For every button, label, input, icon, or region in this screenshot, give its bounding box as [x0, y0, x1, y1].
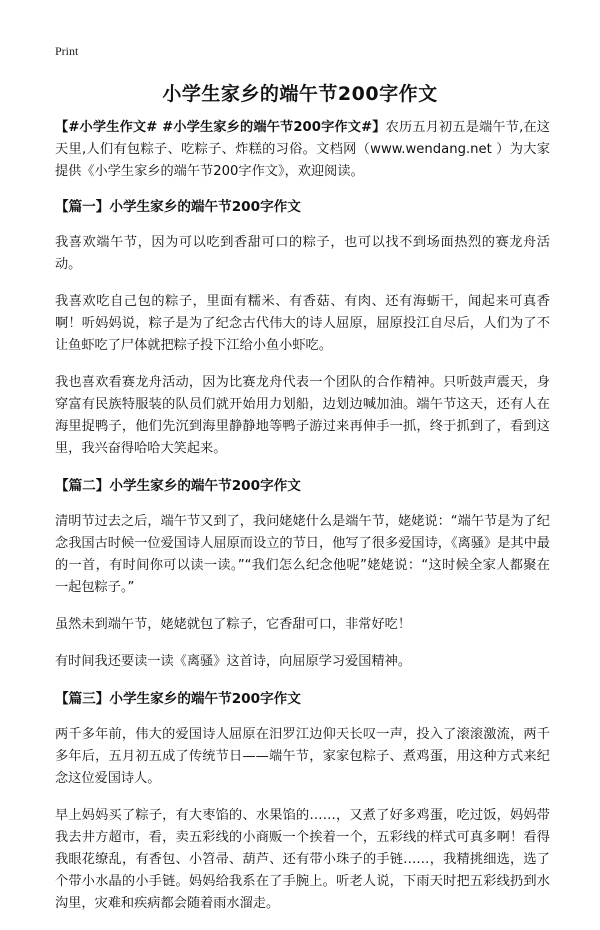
- intro-tag: 【#小学生作文# #小学生家乡的端午节200字作文#】: [55, 120, 386, 135]
- article-body: [55, 117, 550, 930]
- section-heading: 【篇一】小学生家乡的端午节200字作文: [55, 199, 301, 215]
- intro-paragraph: [55, 117, 550, 183]
- paragraph: 虽然未到端午节，姥姥就包了粽子，它香甜可口，非常好吃！: [55, 617, 412, 632]
- page-title: 小学生家乡的端午节200字作文: [162, 83, 438, 105]
- section-1: [55, 196, 550, 460]
- paragraph: 我喜欢吃自己包的粽子，里面有糯米、有香菇、有肉、还有海蛎干，闻起来可真香啊！听妈妈说，粽子是为了纪念古代伟大的诗人屈原，屈原投江自尽后，人们为了不让鱼虾吃了尸体就把粽子投下江给小鱼小虾吃。: [55, 294, 550, 353]
- section-3: [55, 688, 550, 915]
- paragraph: 两千多年前，伟大的爱国诗人屈原在汨罗江边仰天长叹一声，投入了滚滚激流，两千多年后，五月初五成了传统节日——端午节，家家包粽子、煮鸡蛋，用这种方式来纪念这位爱国诗人。: [55, 727, 550, 786]
- section-2: [55, 475, 550, 673]
- paragraph: 早上妈妈买了粽子，有大枣馅的、水果馅的……，又煮了好多鸡蛋，吃过饭，妈妈带我去井方超市，看，卖五彩线的小商贩一个挨着一个，五彩线的样式可真多啊！看得我眼花缭乱，有香包、小笤帚、葫芦、还有带小珠子的手链……，我精挑细选，选了个带小水晶的小手链。妈妈给我系在了手腕上。听老人说，下雨天时把五彩线扔到水沟里，灾难和疾病都会随着雨水溜走。: [55, 808, 550, 911]
- paragraph: 我喜欢端午节，因为可以吃到香甜可口的粽子，也可以找不到场面热烈的赛龙舟活动。: [55, 235, 550, 272]
- section-heading: 【篇三】小学生家乡的端午节200字作文: [55, 691, 301, 707]
- paragraph: 有时间我还要读一读《离骚》这首诗，向屈原学习爱国精神。: [55, 654, 412, 669]
- print-link[interactable]: Print: [55, 44, 79, 58]
- intro-text: 农历五月初五是端午节,在这天里,人们有包粽子、吃粽子、炸糕的习俗。文档网（www.wendang.net ）为大家提供《小学生家乡的端午节200字作文》，欢迎阅读。: [55, 120, 550, 179]
- section-heading: 【篇二】小学生家乡的端午节200字作文: [55, 478, 301, 494]
- paragraph: 清明节过去之后，端午节又到了，我问姥姥什么是端午节，姥姥说：“端午节是为了纪念我国古时候一位爱国诗人屈原而设立的节日，他写了很多爱国诗，《离骚》是其中最的一首，有时间你可以读一读。”“我们怎么纪念他呢”姥姥说：“这时候全家人都聚在一起包粽子。”: [55, 514, 550, 595]
- paragraph: 我也喜欢看赛龙舟活动，因为比赛龙舟代表一个团队的合作精神。只听鼓声震天，身穿富有民族特服装的队员们就开始用力划船，边划边喊加油。端午节这天，还有人在海里捉鸭子，他们先沉到海里静静地等鸭子游过来再伸手一抓，终于抓到了，看到这里，我兴奋得哈哈大笑起来。: [55, 375, 550, 456]
